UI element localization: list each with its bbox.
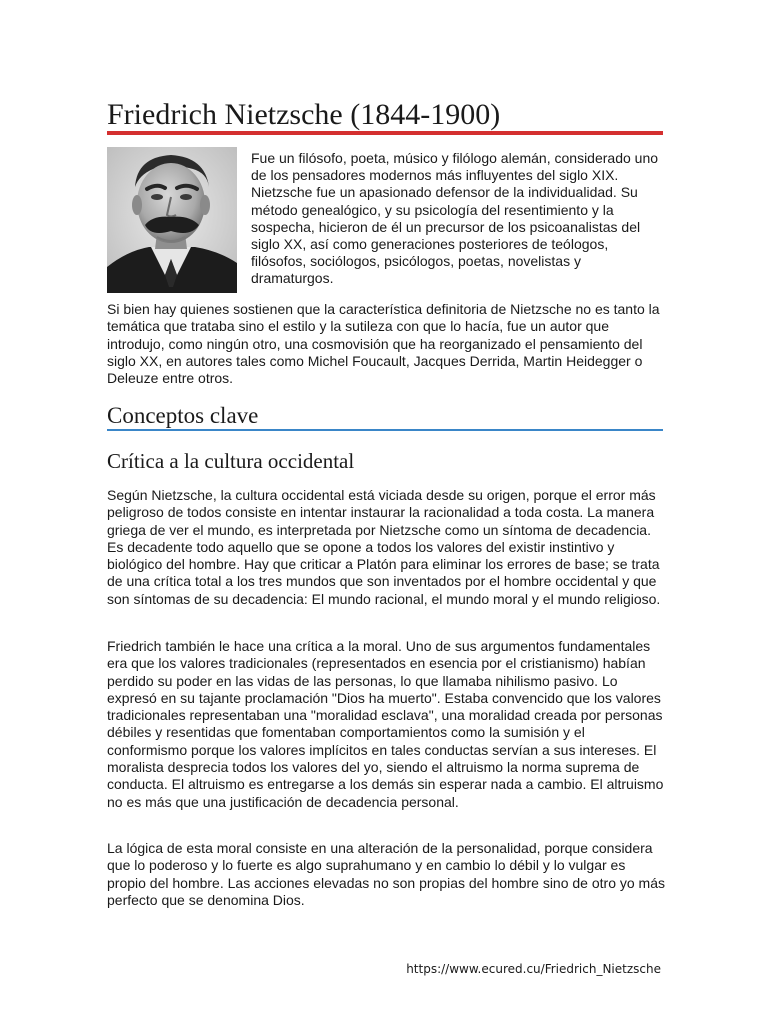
section-divider — [107, 429, 663, 431]
paragraph: Según Nietzsche, la cultura occidental está viciada desde su origen, porque el error más peligroso de todos consiste en intentar instaurar la racionalidad a toda costa. La manera griega de ver el mundo, es interpretada por Nietzsche como un síntoma de decadencia. Es decadente todo aquello que se opone a todos los valores del existir instintivo y biológico del hombre. Hay que criticar a Platón para eliminar los errores de base; se trata de una crítica total a los tres mundos que son inventados por el hombre occidental y que son síntomas de su decadencia: El mundo racional, el mundo moral y el mundo religioso. — [107, 487, 661, 607]
paragraph: La lógica de esta moral consiste en una alteración de la personalidad, porque considera que lo poderoso y lo fuerte es algo suprahumano y en cambio lo débil y lo vulgar es propio del hombre. Las acciones elevadas no son propias del hombre sino de otro yo más perfecto que se denomina Dios. — [107, 840, 665, 908]
intro-paragraph: Fue un filósofo, poeta, músico y filólogo alemán, considerado uno de los pensadores modernos más influyentes del siglo XIX. Nietzsche fue un apasionado defensor de la individualidad. Su método genealógico, y su psicología del resentimiento y la sospecha, hicieron de él un precursor de los psicoanalistas del siglo XX, así como generaciones posteriores de teólogos, filósofos, sociólogos, psicólogos, poetas, novelistas y dramaturgos. — [251, 150, 659, 287]
paragraph: Friedrich también le hace una crítica a la moral. Uno de sus argumentos fundamentales era que los valores tradicionales (representados en esencia por el cristianismo) habían perdido su poder en las vidas de las personas, lo que llamaba nihilismo pasivo. Lo expresó en su tajante proclamación "Dios ha muerto". Estaba convencido que los valores tradicionales representaban una "moralidad esclava", una moralidad creada por personas débiles y resentidas que fomentaban comportamientos como la sumisión y el conformismo porque los valores implícitos en tales conductas servían a sus intereses. El moralista desprecia todos los valores del yo, siendo el altruismo la norma suprema de conducta. El altruismo es entregarse a los demás sin esperar nada a cambio. El altruismo no es más que una justificación de decadencia personal. — [107, 638, 664, 810]
page-title: Friedrich Nietzsche (1844-1900) — [107, 98, 501, 131]
portrait-photo — [107, 147, 237, 293]
section-heading: Conceptos clave — [107, 403, 259, 428]
title-divider — [107, 131, 663, 135]
subsection-heading: Crítica a la cultura occidental — [107, 449, 355, 473]
source-url: https://www.ecured.cu/Friedrich_Nietzsche — [406, 962, 661, 976]
paragraph: Si bien hay quienes sostienen que la característica definitoria de Nietzsche no es tanto la temática que trataba sino el estilo y la sutileza con que lo hacía, fue un autor que introdujo, como ningún otro, una cosmovisión que ha reorganizado el pensamiento del siglo XX, en autores tales como Michel Foucault, Jacques Derrida, Martin Heidegger o Deleuze entre otros. — [107, 301, 660, 387]
